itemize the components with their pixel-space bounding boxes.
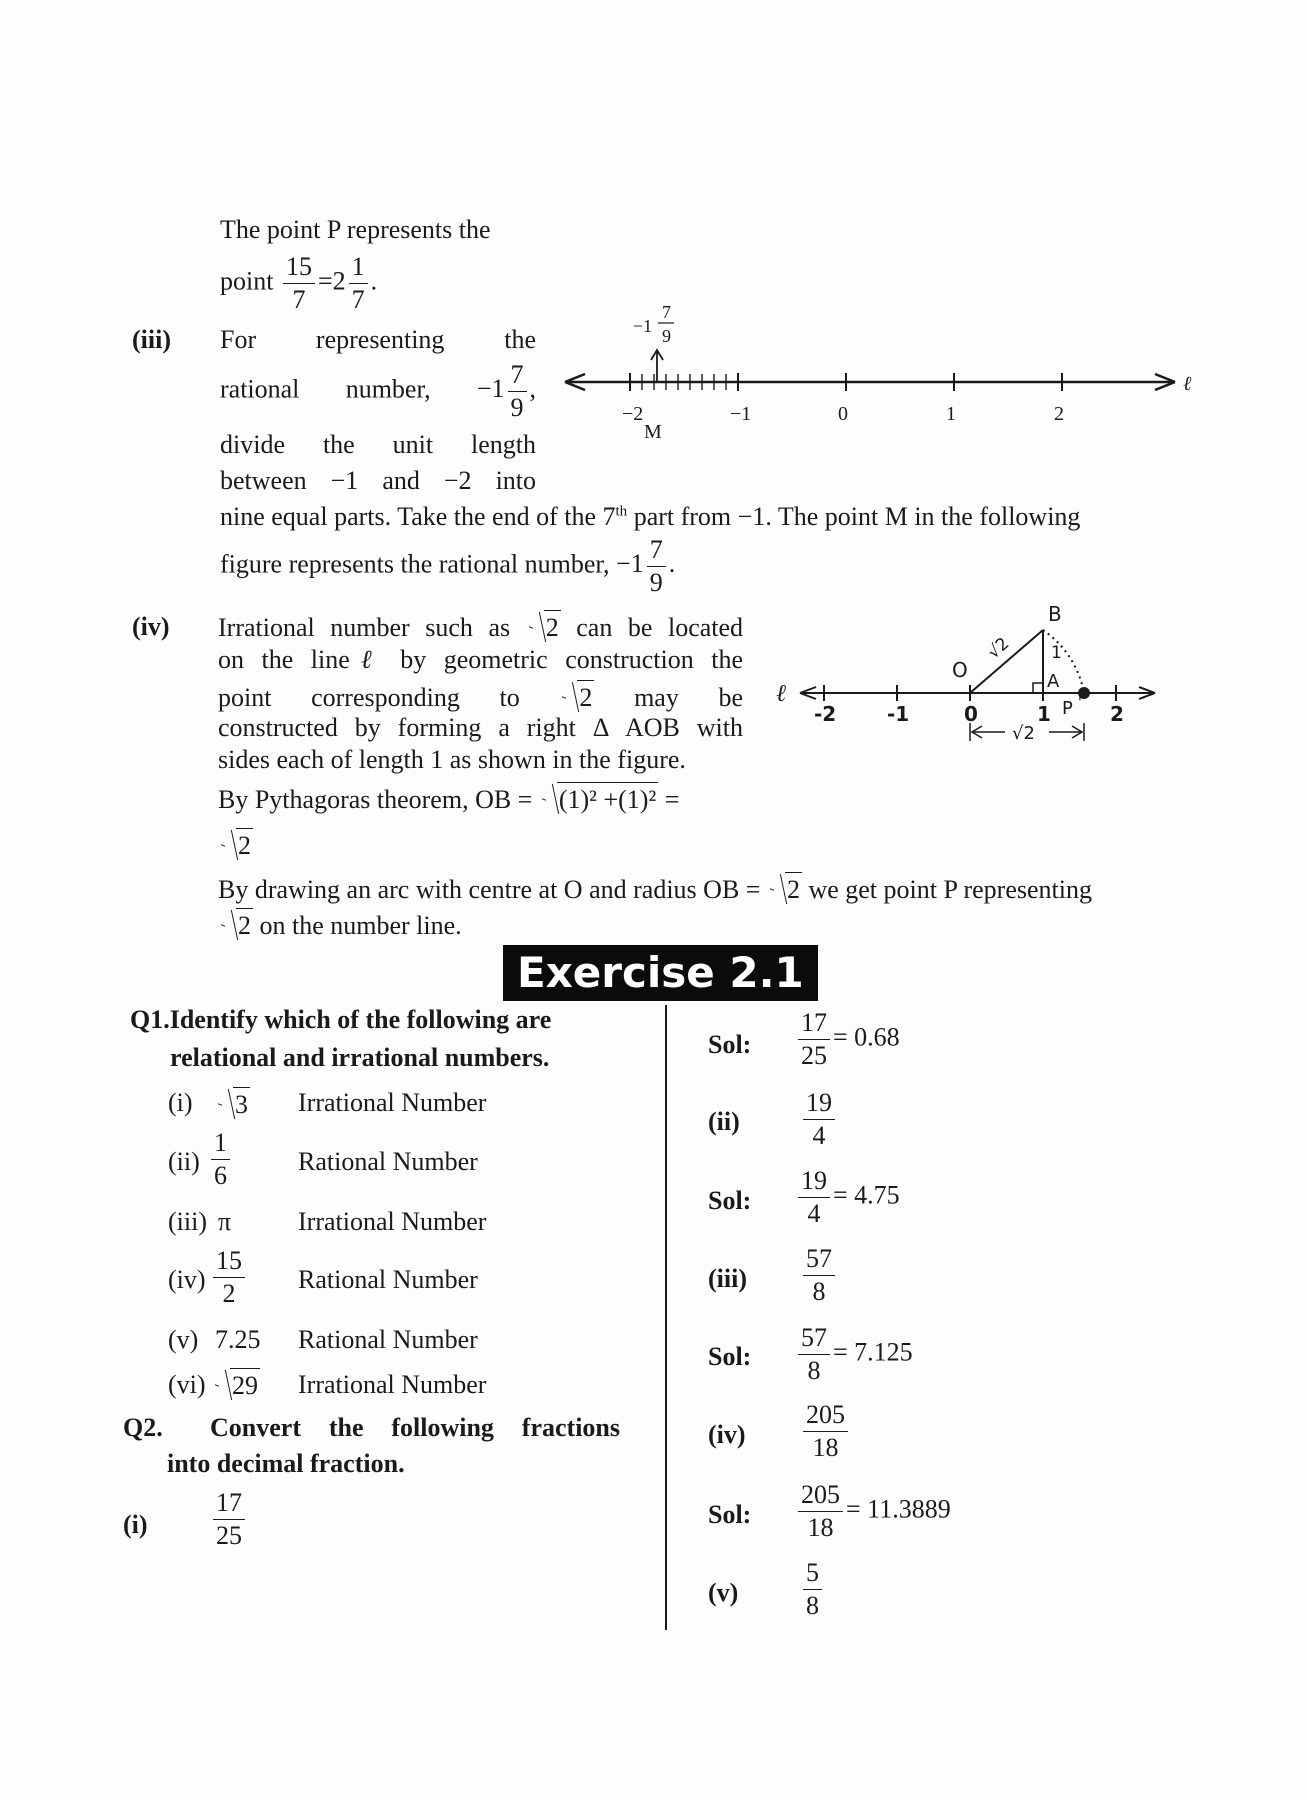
q1-item-label: (iii)	[168, 1207, 207, 1236]
denominator: 8	[812, 1277, 826, 1306]
question-fraction	[800, 1246, 838, 1305]
span-label: √2	[1012, 723, 1035, 744]
text: Irrational number such as	[218, 613, 511, 642]
sqrt	[542, 782, 658, 815]
part-iii-line-2	[220, 362, 536, 421]
hypotenuse-ob	[970, 630, 1043, 693]
sol-expression	[795, 1482, 951, 1541]
text: nine equal parts. Take the end of the 7	[220, 502, 616, 531]
point-m-label: M	[644, 421, 662, 443]
sol-label: Sol:	[708, 1342, 752, 1371]
numerator: 7	[647, 537, 666, 567]
word: to	[499, 683, 520, 712]
numerator: 57	[803, 1246, 835, 1276]
sqrt2-construction-diagram	[760, 595, 1180, 770]
mixed-number	[476, 360, 537, 422]
part-iii-label: (iii)	[132, 325, 171, 354]
denominator: 9	[510, 393, 524, 422]
q1-item-answer: Irrational Number	[298, 1088, 487, 1117]
intro-line-2	[220, 254, 377, 313]
denominator: 8	[807, 1356, 821, 1385]
part-iv-line-3	[218, 680, 743, 713]
radicand: (1)² +(1)²	[557, 782, 658, 815]
word: rational	[220, 374, 300, 404]
label-o: O	[952, 658, 968, 682]
sol-expression	[795, 1168, 900, 1227]
q1-item-label: (ii)	[168, 1147, 200, 1176]
fraction	[798, 1010, 830, 1069]
question-fraction	[800, 1402, 851, 1461]
text: by geometric construction the	[400, 645, 743, 674]
fraction-15-over-7	[283, 254, 315, 313]
tick-label: 2	[1110, 702, 1124, 726]
tick-label: 1	[946, 403, 956, 425]
radicand: 2	[577, 680, 594, 713]
denominator: 25	[216, 1521, 242, 1550]
fraction	[803, 1246, 835, 1305]
fraction	[803, 1402, 848, 1461]
part-iii-line-6	[220, 537, 675, 596]
fraction	[211, 1130, 230, 1189]
fraction	[213, 1248, 245, 1307]
question-label: (iv)	[708, 1420, 746, 1449]
q1-item-label: (vi)	[168, 1370, 206, 1399]
question-fraction	[800, 1560, 825, 1619]
arc-line-2	[218, 908, 462, 941]
sol-label: Sol:	[708, 1030, 752, 1059]
text: can be located	[576, 613, 744, 642]
superscript: th	[615, 503, 628, 520]
q1-item-answer: Rational Number	[298, 1147, 478, 1176]
denominator: 7	[292, 285, 306, 314]
label-hypotenuse: √2	[983, 633, 1014, 664]
radicand: 3	[233, 1087, 250, 1120]
numerator: 205	[803, 1402, 848, 1432]
radicand: 2	[236, 908, 253, 941]
top-label-num: 7	[662, 302, 671, 322]
word: number,	[345, 374, 431, 404]
axis-label: ℓ	[1183, 373, 1192, 395]
fraction	[798, 1168, 830, 1227]
text: part from −1. The point M in the following	[627, 502, 1081, 531]
question-label: (ii)	[708, 1107, 740, 1136]
part-iii-line-4	[220, 466, 536, 496]
q2-title-1: Convert the following fractions	[210, 1413, 620, 1442]
denominator: 8	[806, 1591, 819, 1620]
text: on the line	[218, 645, 350, 674]
label-b: B	[1048, 602, 1062, 626]
q1-item-expr	[215, 1087, 250, 1120]
denominator: 4	[807, 1199, 821, 1228]
q1-item-label: (iv)	[168, 1265, 206, 1294]
fraction	[798, 1325, 830, 1384]
numerator: 5	[803, 1560, 822, 1590]
radicand: 2	[544, 610, 561, 643]
tick-label: 0	[964, 702, 978, 726]
q2-i-label: (i)	[123, 1510, 148, 1539]
numerator: 57	[798, 1325, 830, 1355]
tick-label: 2	[1054, 403, 1064, 425]
sol-expression	[795, 1325, 913, 1384]
text: By Pythagoras theorem, OB =	[218, 785, 533, 814]
tick-label: −2	[622, 403, 644, 425]
mixed-number	[616, 535, 676, 597]
q2-label: Q2.	[123, 1413, 163, 1442]
sol-expression	[795, 1010, 900, 1069]
label-prime: '	[1078, 695, 1082, 711]
word-point: point	[220, 266, 274, 296]
sqrt	[215, 1368, 260, 1401]
part-iii-line-5	[220, 502, 1080, 532]
whole: −1	[476, 374, 505, 404]
denominator: 25	[801, 1041, 827, 1070]
pythagoras-result	[218, 828, 253, 861]
q1-title-2: relational and irrational numbers.	[170, 1043, 550, 1072]
label-a: A	[1047, 671, 1060, 692]
radicand: 2	[785, 872, 802, 905]
text: figure represents the rational number,	[220, 549, 610, 579]
numerator: 15	[213, 1248, 245, 1278]
word: divide	[220, 430, 285, 459]
fraction	[803, 1090, 835, 1149]
word: the	[504, 325, 536, 354]
denominator: 7	[351, 285, 365, 314]
numerator: 19	[798, 1168, 830, 1198]
exercise-title: Exercise 2.1	[503, 945, 818, 1001]
numerator: 1	[211, 1130, 230, 1160]
numerator: 19	[803, 1090, 835, 1120]
numerator: 15	[283, 254, 315, 284]
word: unit	[392, 430, 434, 459]
tick-label: -2	[814, 702, 837, 726]
sqrt	[562, 680, 594, 713]
denominator: 18	[812, 1433, 839, 1462]
label-p: P	[1062, 698, 1073, 719]
word: corresponding	[311, 683, 460, 712]
q1-item-answer: Irrational Number	[298, 1207, 487, 1236]
part-iv-line-2	[218, 645, 743, 675]
fraction-7-over-9	[508, 362, 527, 421]
word: −1	[330, 466, 359, 495]
top-label-whole: −1	[633, 316, 653, 336]
q1-item-expr: π	[218, 1207, 232, 1236]
result: = 7.125	[833, 1337, 913, 1367]
denominator: 6	[214, 1161, 227, 1190]
equals: =	[664, 785, 680, 814]
fraction	[213, 1490, 245, 1549]
part-iii-line-3	[220, 430, 536, 460]
result: = 11.3889	[846, 1494, 951, 1524]
tick-label: -1	[887, 702, 910, 726]
top-label-den: 9	[662, 326, 671, 346]
tick-label: −1	[730, 403, 752, 425]
result: = 4.75	[833, 1180, 900, 1210]
radicand: 29	[230, 1368, 260, 1401]
denominator: 9	[649, 568, 663, 597]
whole: −1	[616, 549, 644, 579]
q1-item-label: (v)	[168, 1325, 199, 1354]
line-symbol: ℓ	[349, 645, 383, 674]
radicand: 2	[236, 828, 253, 861]
sqrt	[218, 1087, 250, 1120]
denominator: 18	[807, 1513, 834, 1542]
part-iv-line-4: constructed by forming a right Δ AOB with	[218, 713, 743, 742]
sol-label: Sol:	[708, 1186, 752, 1215]
q1-title-1: Q1.Identify which of the following are	[130, 1005, 552, 1034]
word: be	[718, 683, 744, 712]
result: = 0.68	[833, 1022, 900, 1052]
axis-label: ℓ	[776, 681, 786, 707]
arc-line	[218, 872, 1092, 905]
column-divider	[665, 1005, 667, 1630]
sqrt	[529, 610, 561, 643]
q1-item-expr	[212, 1368, 260, 1401]
fraction	[798, 1482, 843, 1541]
period: .	[370, 266, 378, 296]
text: we get point P representing	[808, 875, 1092, 904]
word: −2	[443, 466, 472, 495]
q1-item-expr	[210, 1248, 248, 1307]
intro-line-1: The point P represents the	[220, 215, 491, 244]
numerator: 17	[213, 1490, 245, 1520]
question-label: (v)	[708, 1578, 739, 1607]
q1-item-expr: 7.25	[215, 1325, 261, 1354]
denominator: 2	[222, 1279, 236, 1308]
word: point	[218, 683, 272, 712]
equals-two: =2	[317, 266, 346, 296]
numerator: 17	[798, 1010, 830, 1040]
part-iv-label: (iv)	[132, 612, 170, 641]
q2-title-2: into decimal fraction.	[167, 1449, 405, 1478]
word: length	[471, 430, 537, 459]
q2-i-fraction	[210, 1490, 248, 1549]
part-iv-line-5: sides each of length 1 as shown in the figure.	[218, 745, 686, 774]
question-label: (iii)	[708, 1264, 747, 1293]
text: By drawing an arc with centre at O and radius OB =	[218, 875, 761, 904]
word: For	[220, 325, 257, 354]
period: .	[668, 549, 676, 579]
q1-item-expr	[208, 1130, 233, 1189]
number-line-1	[555, 290, 1205, 450]
fraction-1-over-7	[349, 254, 368, 313]
word: representing	[315, 325, 445, 354]
q1-item-answer: Rational Number	[298, 1325, 478, 1354]
comma: ,	[529, 374, 537, 404]
q1-item-answer: Rational Number	[298, 1265, 478, 1294]
part-iv-line-1	[218, 610, 743, 643]
fraction	[803, 1560, 822, 1619]
fraction-7-over-9	[647, 537, 666, 596]
word: may	[634, 683, 679, 712]
sqrt	[221, 828, 253, 861]
pythagoras-line	[218, 782, 679, 815]
numerator: 7	[508, 362, 527, 392]
tick-label: 0	[838, 403, 848, 425]
numerator: 1	[349, 254, 368, 284]
numerator: 205	[798, 1482, 843, 1512]
sqrt	[770, 872, 802, 905]
q1-item-label: (i)	[168, 1088, 193, 1117]
label-side-1: 1	[1051, 643, 1062, 663]
word: into	[495, 466, 537, 495]
denominator: 4	[812, 1121, 826, 1150]
word: the	[322, 430, 355, 459]
right-angle-marker	[1033, 683, 1043, 693]
q1-item-answer: Irrational Number	[298, 1370, 487, 1399]
word: between	[220, 466, 307, 495]
sol-label: Sol:	[708, 1500, 752, 1529]
tick-label: 1	[1037, 702, 1051, 726]
word: and	[382, 466, 420, 495]
text: on the number line.	[259, 911, 462, 940]
question-fraction	[800, 1090, 838, 1149]
part-iii-line-1	[220, 325, 536, 355]
sqrt	[221, 908, 253, 941]
